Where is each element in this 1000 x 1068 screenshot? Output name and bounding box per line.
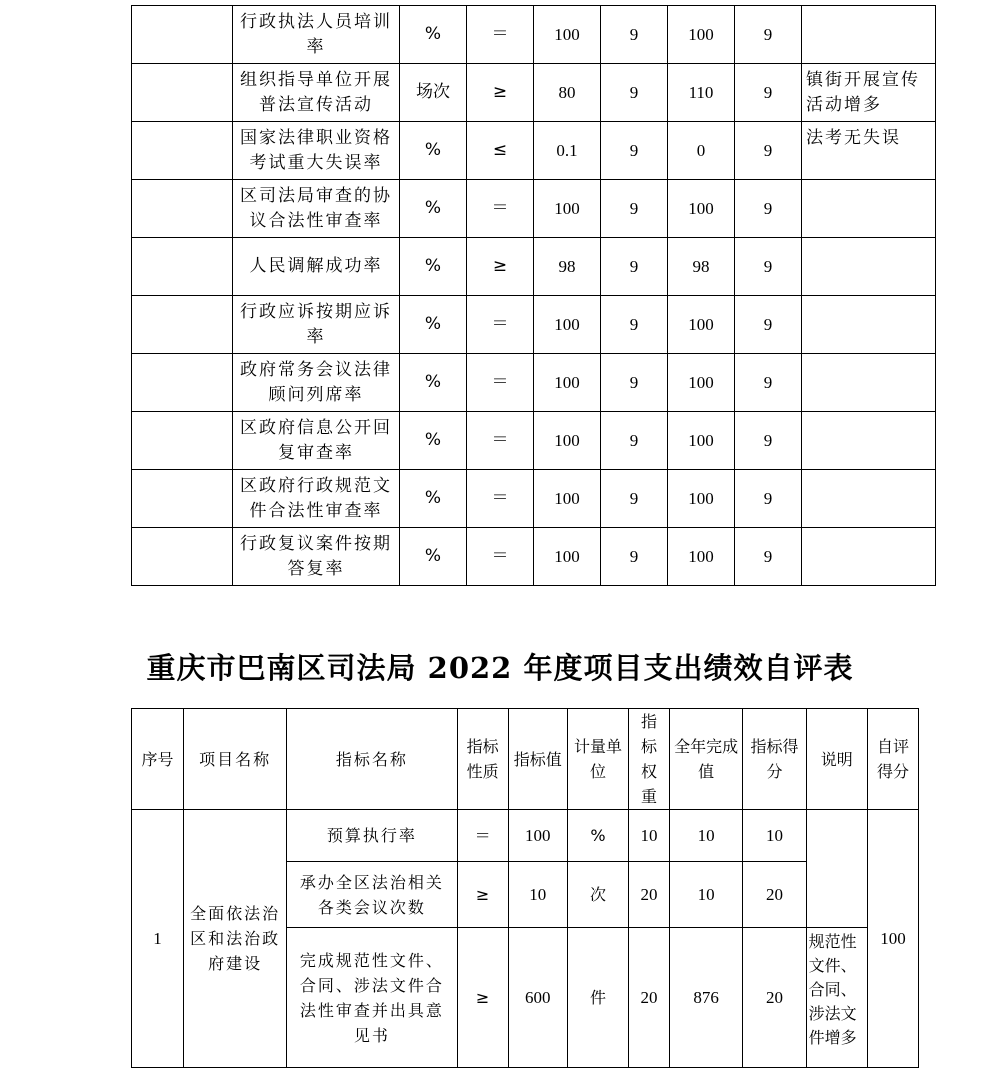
indicator-target: 100 [534,354,601,412]
indicator-weight: 9 [601,528,668,586]
indicator-note [802,238,936,296]
indicator-value: 100 [508,810,567,862]
indicator-score: 9 [735,6,802,64]
indicator-operator: ≥ [467,238,534,296]
indicator-target: 100 [534,412,601,470]
table-row [132,528,936,586]
indicator-note [802,180,936,238]
indicator-actual: 100 [668,180,735,238]
indicator-name: 承办全区法治相关各类会议次数 [287,862,457,928]
indicator-operator: ＝ [467,180,534,238]
indicator-score: 10 [743,810,806,862]
self-score-cell: 100 [867,810,918,1068]
indicator-actual: 100 [668,296,735,354]
indicator-unit: % [400,6,467,64]
header-project: 项目名称 [184,709,287,810]
indicator-score: 20 [743,928,806,1068]
indicator-nature: ＝ [457,810,508,862]
indicator-actual: 100 [668,528,735,586]
header-self-score: 自评得分 [867,709,918,810]
blank-cell [132,64,233,122]
indicator-weight: 9 [601,122,668,180]
indicator-score: 9 [735,238,802,296]
indicator-weight: 10 [629,810,670,862]
header-weight: 指标权重 [629,709,670,810]
indicator-note [802,6,936,64]
table-row [132,470,936,528]
indicator-name: 预算执行率 [287,810,457,862]
indicator-note [802,412,936,470]
indicator-name: 行政执法人员培训率 [233,6,400,64]
header-row [132,709,919,810]
indicator-target: 0.1 [534,122,601,180]
blank-cell [132,354,233,412]
indicator-note: 镇街开展宣传活动增多 [802,64,936,122]
header-unit: 计量单位 [567,709,628,810]
indicator-weight: 9 [601,238,668,296]
indicator-score: 9 [735,122,802,180]
indicator-actual: 100 [668,354,735,412]
indicator-weight: 20 [629,928,670,1068]
project-name-cell: 全面依法治区和法治政府建设 [184,810,287,1068]
indicator-nature: ≥ [457,928,508,1068]
indicator-operator: ≤ [467,122,534,180]
table-row [132,296,936,354]
indicator-unit: % [400,528,467,586]
indicator-score: 9 [735,296,802,354]
indicator-unit: 次 [567,862,628,928]
indicator-note [802,296,936,354]
indicator-weight: 9 [601,6,668,64]
indicator-target: 100 [534,6,601,64]
indicator-operator: ＝ [467,354,534,412]
blank-cell [132,180,233,238]
table-row [132,122,936,180]
indicator-score: 9 [735,412,802,470]
indicator-weight: 9 [601,412,668,470]
blank-cell [132,122,233,180]
indicator-unit: % [567,810,628,862]
header-actual: 全年完成值 [669,709,742,810]
header-note: 说明 [806,709,867,810]
indicator-note [802,354,936,412]
indicator-target: 100 [534,528,601,586]
indicator-note: 规范性文件、合同、涉法文件增多 [806,928,867,1068]
table-row [132,354,936,412]
table-row [132,6,936,64]
header-score: 指标得分 [743,709,806,810]
indicator-score: 9 [735,64,802,122]
indicator-name: 组织指导单位开展普法宣传活动 [233,64,400,122]
indicator-unit: % [400,238,467,296]
indicator-unit: 场次 [400,64,467,122]
indicator-unit: % [400,412,467,470]
indicator-score: 9 [735,528,802,586]
blank-cell [132,470,233,528]
indicator-actual: 876 [669,928,742,1068]
indicator-nature: ≥ [457,862,508,928]
indicator-value: 10 [508,862,567,928]
indicator-operator: ＝ [467,412,534,470]
header-nature: 指标性质 [457,709,508,810]
indicator-note: 法考无失误 [802,122,936,180]
indicator-note [802,470,936,528]
indicator-target: 98 [534,238,601,296]
indicator-actual: 98 [668,238,735,296]
indicator-name: 行政应诉按期应诉率 [233,296,400,354]
indicator-score: 9 [735,180,802,238]
indicator-unit: % [400,470,467,528]
indicator-unit: % [400,122,467,180]
indicator-table-continued [131,5,936,586]
indicator-actual: 10 [669,862,742,928]
table-row [132,64,936,122]
table-row [132,180,936,238]
indicator-unit: % [400,180,467,238]
indicator-name: 政府常务会议法律顾问列席率 [233,354,400,412]
indicator-operator: ＝ [467,470,534,528]
indicator-weight: 9 [601,180,668,238]
indicator-target: 100 [534,470,601,528]
indicator-actual: 100 [668,6,735,64]
header-value: 指标值 [508,709,567,810]
indicator-actual: 100 [668,412,735,470]
indicator-name: 国家法律职业资格考试重大失误率 [233,122,400,180]
indicator-weight: 9 [601,354,668,412]
table-row [132,810,919,862]
indicator-score: 9 [735,470,802,528]
indicator-weight: 20 [629,862,670,928]
indicator-name: 区政府信息公开回复审查率 [233,412,400,470]
seq-cell: 1 [132,810,184,1068]
indicator-weight: 9 [601,64,668,122]
indicator-unit: % [400,296,467,354]
indicator-unit: 件 [567,928,628,1068]
indicator-weight: 9 [601,470,668,528]
indicator-name: 完成规范性文件、合同、涉法文件合法性审查并出具意见书 [287,928,457,1068]
header-indicator: 指标名称 [287,709,457,810]
performance-self-evaluation-table [131,708,919,1068]
page-title: 重庆市巴南区司法局 2022 年度项目支出绩效自评表 [146,651,854,685]
indicator-name: 行政复议案件按期答复率 [233,528,400,586]
blank-cell [132,238,233,296]
indicator-target: 100 [534,296,601,354]
indicator-actual: 100 [668,470,735,528]
indicator-operator: ＝ [467,296,534,354]
table-row [132,238,936,296]
indicator-actual: 0 [668,122,735,180]
indicator-note [802,528,936,586]
indicator-weight: 9 [601,296,668,354]
table-row [132,412,936,470]
blank-cell [132,296,233,354]
indicator-score: 9 [735,354,802,412]
blank-cell [132,412,233,470]
header-seq: 序号 [132,709,184,810]
indicator-operator: ≥ [467,64,534,122]
indicator-name: 区政府行政规范文件合法性审查率 [233,470,400,528]
indicator-note [806,810,867,928]
indicator-operator: ＝ [467,6,534,64]
indicator-actual: 110 [668,64,735,122]
indicator-target: 80 [534,64,601,122]
indicator-actual: 10 [669,810,742,862]
indicator-target: 100 [534,180,601,238]
indicator-value: 600 [508,928,567,1068]
indicator-name: 人民调解成功率 [233,238,400,296]
indicator-name: 区司法局审查的协议合法性审查率 [233,180,400,238]
blank-cell [132,528,233,586]
indicator-score: 20 [743,862,806,928]
blank-cell [132,6,233,64]
indicator-operator: ＝ [467,528,534,586]
indicator-unit: % [400,354,467,412]
